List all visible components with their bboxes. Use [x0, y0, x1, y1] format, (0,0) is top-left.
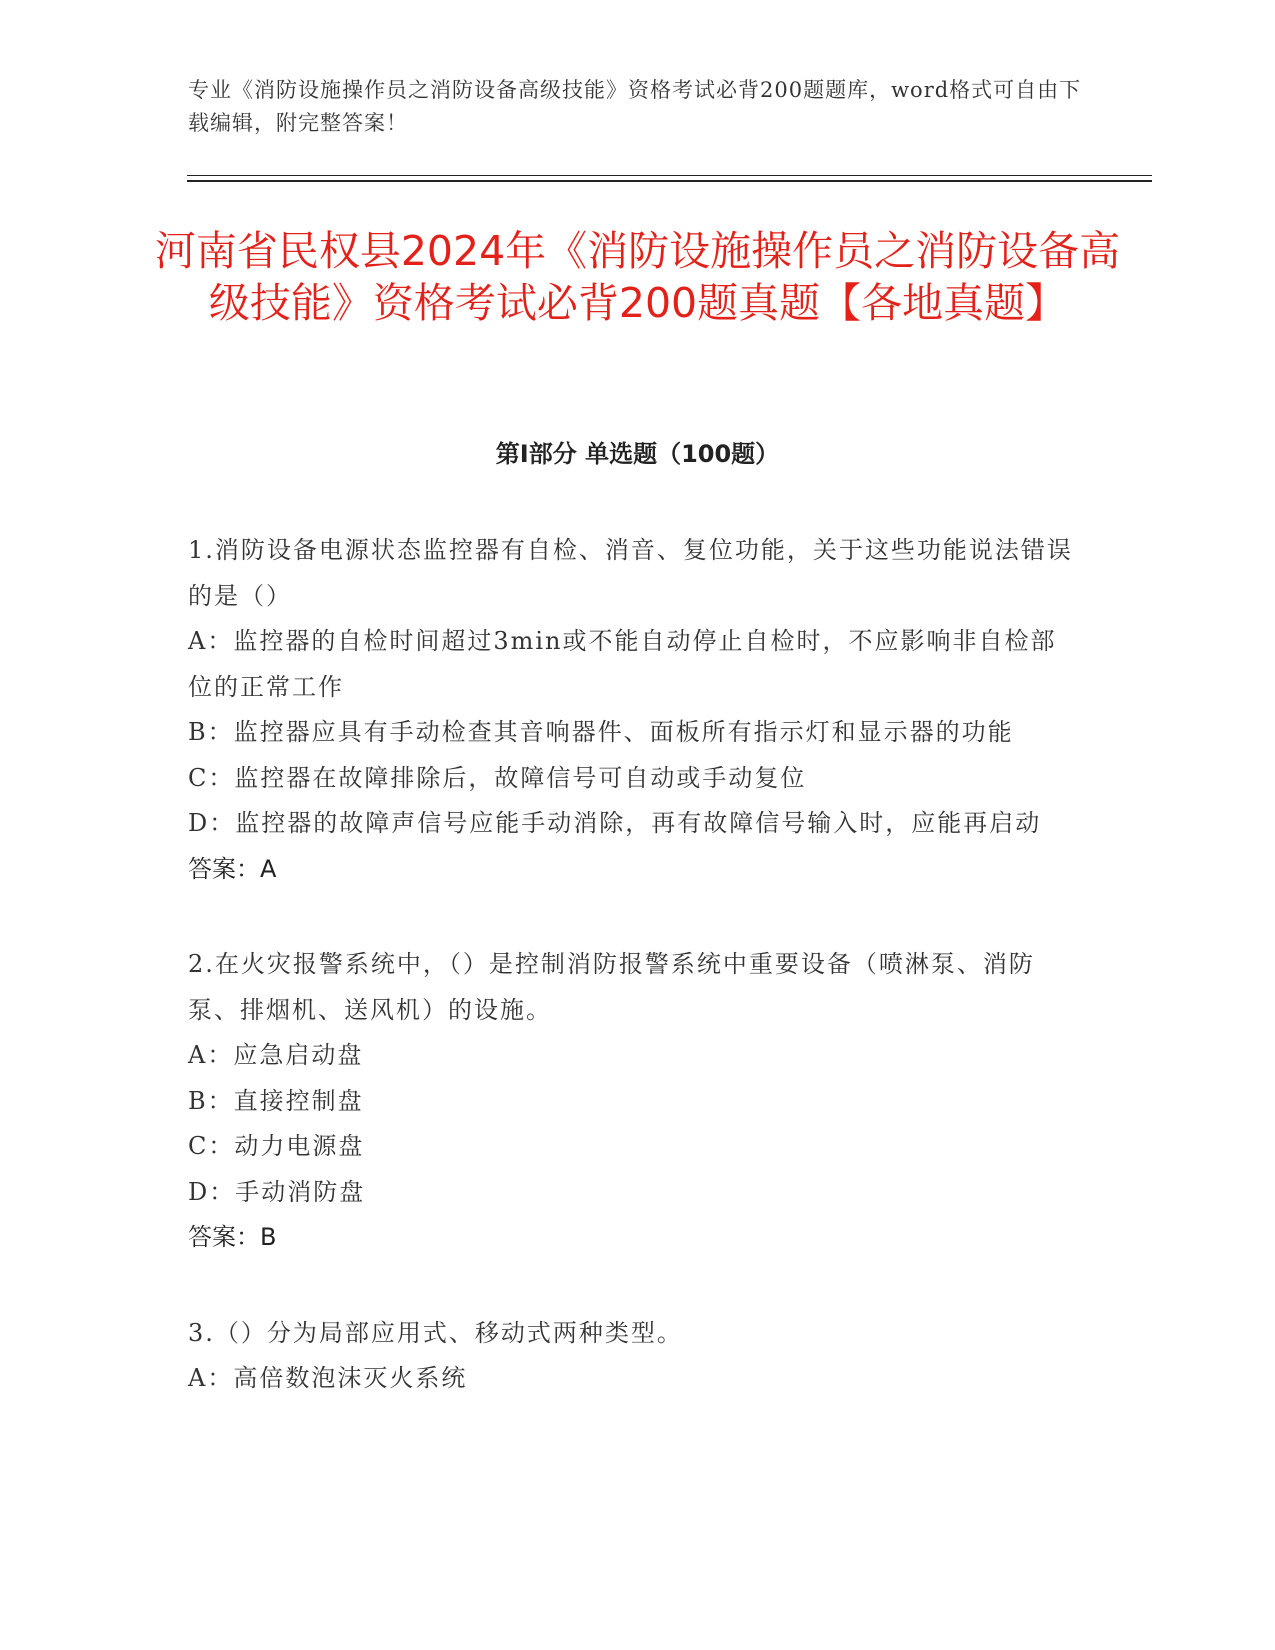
answer-line: 答案：B [188, 1223, 277, 1251]
document-title: 河南省民权县2024年《消防设施操作员之消防设备高级技能》资格考试必背200题真题【各地真题】 [154, 227, 1121, 327]
header-divider-thick [187, 180, 1152, 182]
question-1 [188, 528, 1078, 892]
question-2 [188, 942, 1078, 1261]
option-a: A：高倍数泡沫灭火系统 [188, 1364, 468, 1392]
option-b: B：监控器应具有手动检查其音响器件、面板所有指示灯和显示器的功能 [188, 718, 1014, 746]
question-3 [188, 1311, 1078, 1402]
question-stem: 2.在火灾报警系统中，（）是控制消防报警系统中重要设备（喷淋泵、消防泵、排烟机、送风机）的设施。 [188, 950, 1035, 1024]
option-b: B：直接控制盘 [188, 1086, 364, 1115]
question-stem: 3.（）分为局部应用式、移动式两种类型。 [188, 1318, 683, 1347]
header-note: 专业《消防设施操作员之消防设备高级技能》资格考试必背200题题库，word格式可自由下载编辑，附完整答案！ [188, 78, 1082, 135]
option-c: C：监控器在故障排除后，故障信号可自动或手动复位 [188, 763, 807, 792]
option-a: A：监控器的自检时间超过3min或不能自动停止自检时，不应影响非自检部位的正常工作 [188, 627, 1057, 701]
section-title: 第I部分 单选题（100题） [495, 440, 780, 468]
option-a: A：应急启动盘 [188, 1041, 364, 1069]
header-divider-thin [187, 175, 1152, 176]
option-c: C：动力电源盘 [188, 1132, 365, 1160]
option-d: D：监控器的故障声信号应能手动消除，再有故障信号输入时，应能再启动 [188, 809, 1042, 837]
option-d: D：手动消防盘 [188, 1177, 366, 1206]
answer-line: 答案：A [188, 854, 277, 883]
question-list [188, 528, 1078, 1452]
question-stem: 1.消防设备电源状态监控器有自检、消音、复位功能，关于这些功能说法错误的是（） [188, 536, 1073, 610]
